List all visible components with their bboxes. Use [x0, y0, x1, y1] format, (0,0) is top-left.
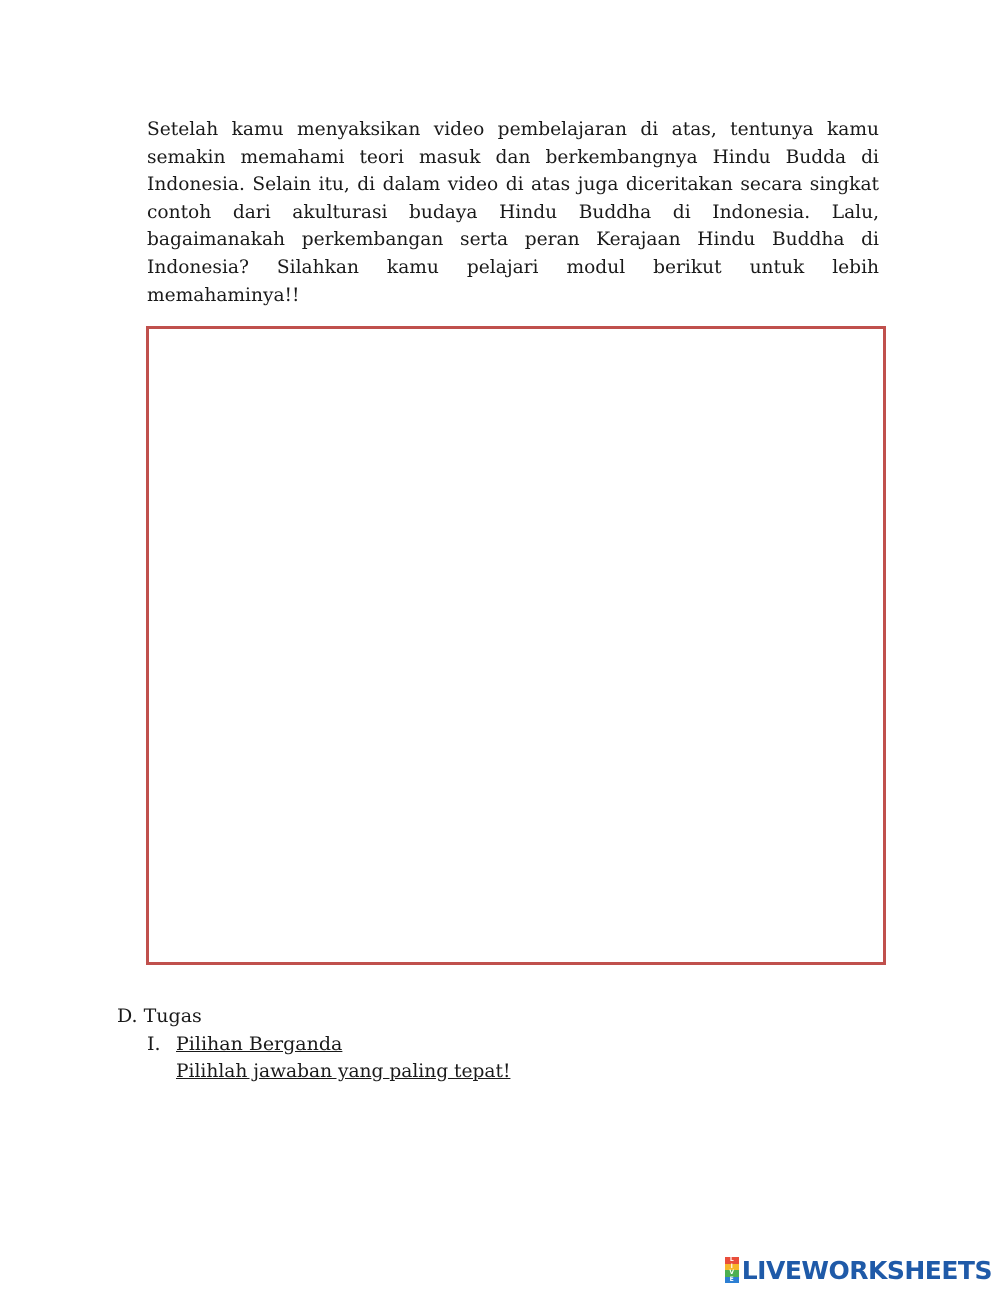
logo-letter: V	[725, 1270, 739, 1277]
subsection-heading	[147, 1031, 342, 1057]
liveworksheets-logo	[725, 1252, 992, 1288]
logo-text: LIVEWORKSHEETS	[741, 1255, 992, 1285]
subsection-number: I.	[147, 1033, 161, 1055]
logo-letter: E	[725, 1277, 739, 1284]
subsection-instruction: Pilihlah jawaban yang paling tepat!	[176, 1061, 511, 1082]
logo-letter: I	[725, 1264, 739, 1271]
intro-paragraph: Setelah kamu menyaksikan video pembelajaran di atas, tentunya kamu semakin memahami teori masuk dan berkembangnya Hindu Budda di Indonesia. Selain itu, di dalam video di atas juga diceritakan secara singkat contoh dari akulturasi budaya Hindu Buddha di Indonesia. Lalu, bagaimanakah perkembangan serta peran Kerajaan Hindu Buddha di Indonesia? Silahkan kamu pelajari modul berikut untuk lebih memahaminya!!	[147, 119, 879, 306]
logo-mark-icon	[725, 1257, 739, 1283]
embedded-content-frame[interactable]	[146, 326, 886, 965]
logo-letter: L	[725, 1257, 739, 1264]
subsection-title: Pilihan Berganda	[176, 1033, 343, 1055]
section-title: D. Tugas	[117, 1005, 202, 1027]
